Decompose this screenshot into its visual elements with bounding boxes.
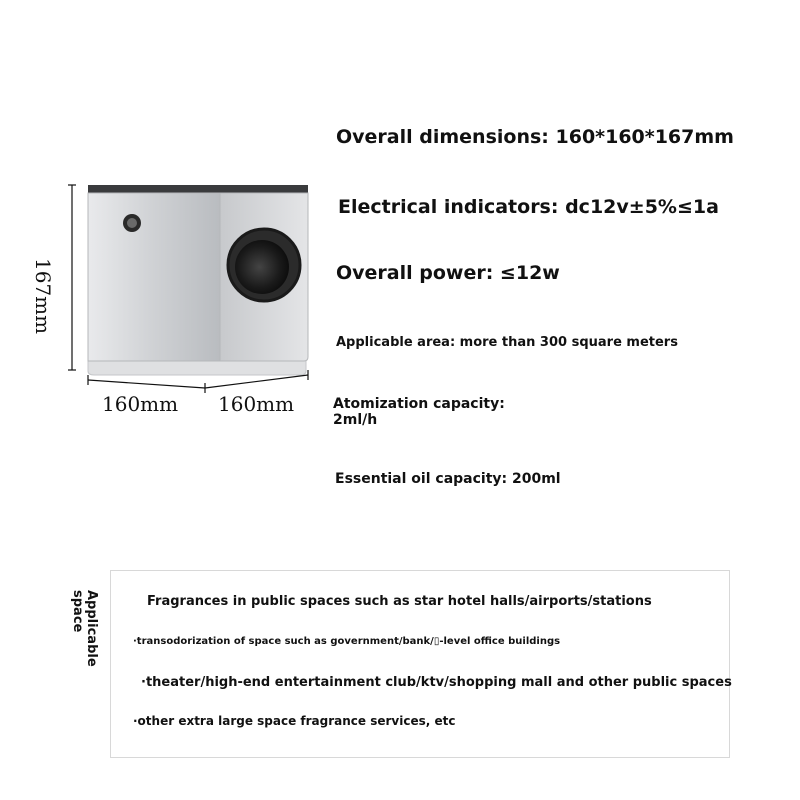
essential-oil-capacity-text: Essential oil capacity: 200ml	[335, 471, 561, 487]
atomization-capacity-value: 2ml/h	[333, 412, 378, 428]
depth-dimension-label: 160mm	[218, 392, 295, 416]
height-dimension-label: 167mm	[31, 258, 55, 335]
overall-power-text: Overall power: ≤12w	[336, 262, 560, 284]
applicable-space-line: Fragrances in public spaces such as star hotel halls/airports/stations	[147, 594, 652, 609]
applicable-space-label: Applicable space	[70, 590, 99, 667]
overall-dimensions-text: Overall dimensions: 160*160*167mm	[336, 126, 734, 148]
electrical-indicators-text: Electrical indicators: dc12v±5%≤1a	[338, 196, 719, 218]
applicable-space-line: ·theater/high-end entertainment club/ktv/shopping mall and other public spaces	[141, 675, 732, 690]
applicable-area-text: Applicable area: more than 300 square meters	[336, 335, 678, 350]
applicable-space-line: ·transodorization of space such as government/bank/▯-level office buildings	[133, 636, 561, 647]
applicable-space-line: ·other extra large space fragrance services, etc	[133, 714, 456, 728]
atomization-capacity-label: Atomization capacity:	[333, 396, 505, 412]
width-dimension-label: 160mm	[102, 392, 179, 416]
applicable-space-box	[110, 570, 730, 758]
